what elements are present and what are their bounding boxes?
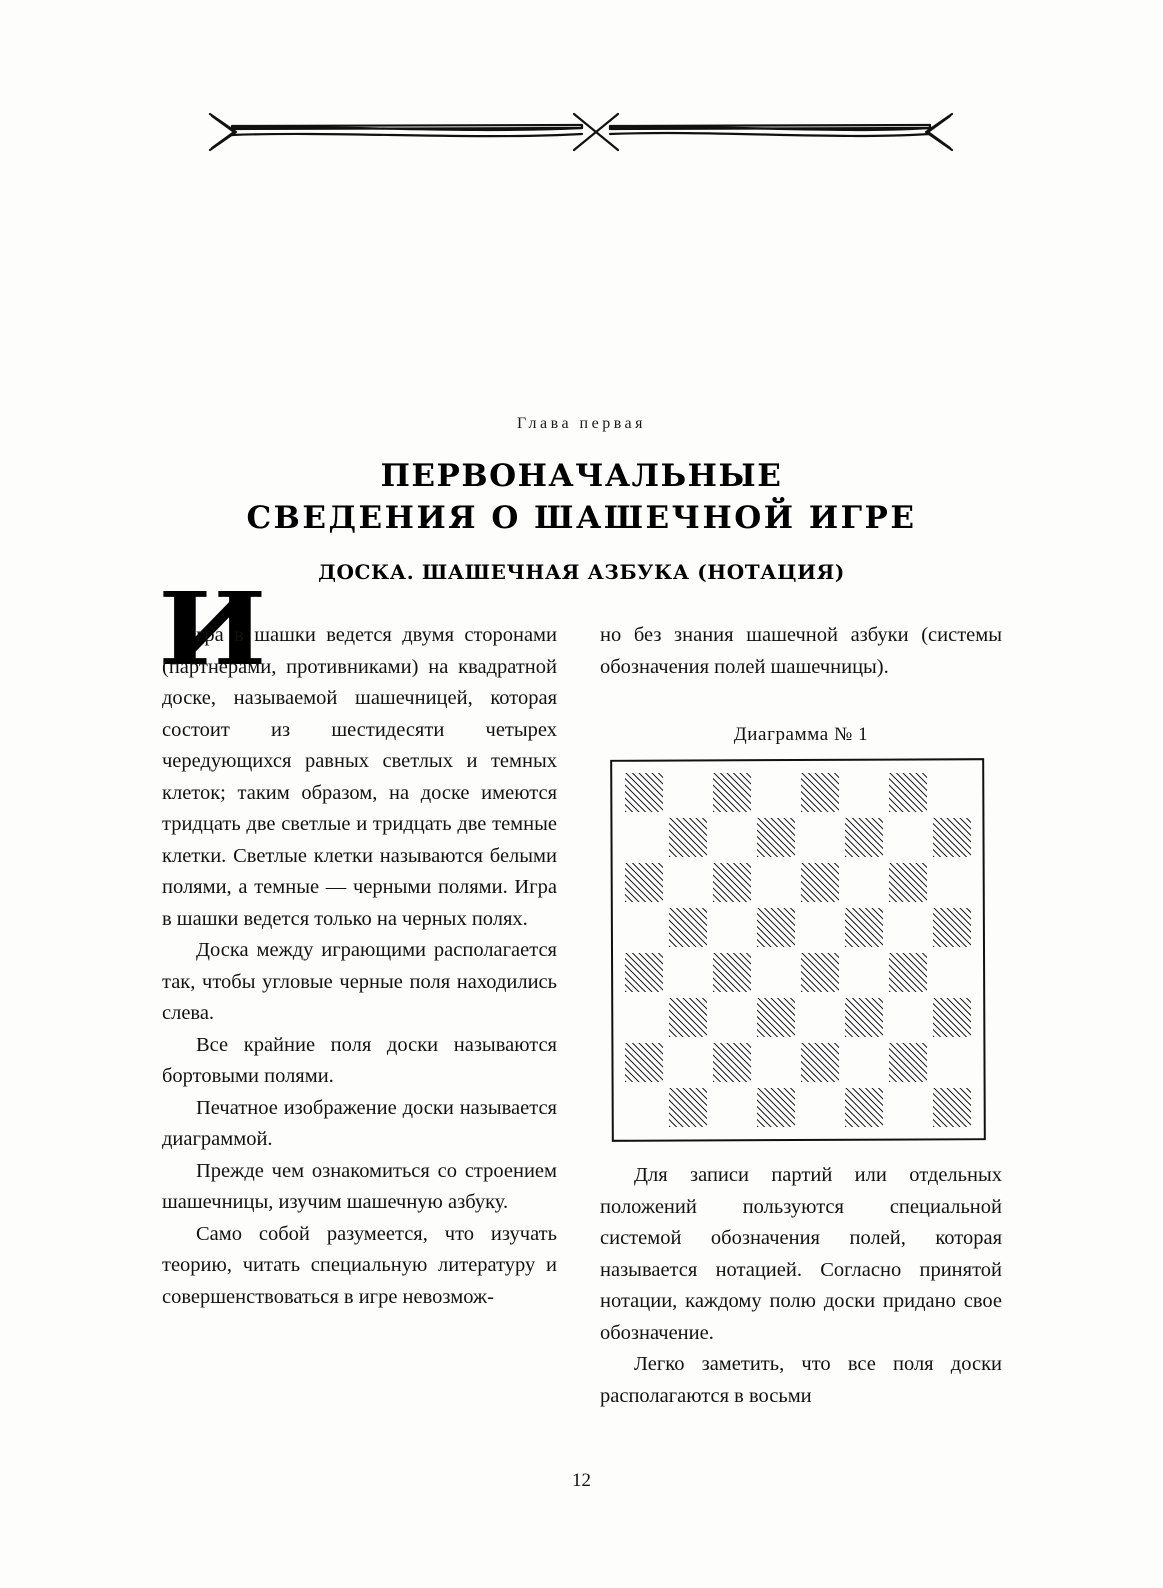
board-square-light <box>622 815 666 860</box>
board-square-dark <box>754 905 798 950</box>
board-square-dark <box>798 860 842 905</box>
board-square-dark <box>666 815 710 860</box>
board-square-light <box>754 860 798 905</box>
board-square-dark <box>710 860 754 905</box>
board-square-dark <box>842 905 886 950</box>
checkerboard-diagram <box>611 759 985 1141</box>
board-square-light <box>622 1085 666 1130</box>
board-square-dark <box>622 860 666 905</box>
board-square-light <box>754 950 798 995</box>
diagram-caption: Диаграмма № 1 <box>733 724 869 745</box>
board-square-light <box>798 815 842 860</box>
board-square-dark <box>930 1085 974 1130</box>
paragraph: гра в шашки ведется двумя сторонами (партнерами, противниками) на квадратной доске, называемой шашечницей, которая состоит из шестидесяти четырех чередующихся равных светлых и темных клеток; таким образом, на доске имеются тридцать две светлые и тридцать две темные клетки. Светлые клетки называются белыми полями, а темные — черными полями. Игра в шашки ведется только на черных полях. <box>162 624 557 930</box>
board-square-dark <box>886 950 930 995</box>
board-square-light <box>886 995 930 1040</box>
page-title-line-2: СВЕДЕНИЯ О ШАШЕЧНОЙ ИГРЕ <box>246 500 917 536</box>
board-square-light <box>622 995 666 1040</box>
board-square-light <box>842 1040 886 1085</box>
board-square-light <box>798 905 842 950</box>
paragraph: Для записи партий или отдельных положений пользуются специальной системой обозначения полей, которая называется нотацией. Согласно принятой нотации, каждому полю доски придано свое обозначение. <box>600 1164 1002 1344</box>
section-title: ДОСКА. ШАШЕЧНАЯ АЗБУКА (НОТАЦИЯ) <box>318 560 845 584</box>
board-square-dark <box>754 995 798 1040</box>
board-square-light <box>666 950 710 995</box>
board-square-light <box>666 860 710 905</box>
board-square-light <box>842 950 886 995</box>
board-square-dark <box>622 950 666 995</box>
board-square-dark <box>754 815 798 860</box>
board-square-dark <box>666 1085 710 1130</box>
board-square-dark <box>842 1085 886 1130</box>
chapter-label: Глава первая <box>516 415 647 432</box>
board-square-dark <box>666 905 710 950</box>
board-square-light <box>754 1040 798 1085</box>
board-square-light <box>622 905 666 950</box>
paragraph: Доска между играющими располагается так, чтобы угловые черные поля находились слева. <box>162 939 557 1024</box>
board-square-dark <box>754 1085 798 1130</box>
right-text-column-bottom <box>600 1160 1002 1412</box>
board-square-light <box>754 770 798 815</box>
paragraph: Прежде чем ознакомиться со строением шашечницы, изучим шашечную азбуку. <box>162 1159 557 1213</box>
paragraph: Само собой разумеется, что изучать теорию, читать специальную литературу и совершенствоваться в игре невозмож- <box>162 1222 557 1308</box>
board-square-dark <box>798 950 842 995</box>
board-square-dark <box>798 770 842 815</box>
board-square-light <box>710 1085 754 1130</box>
drop-cap: И <box>158 570 267 688</box>
board-square-dark <box>886 860 930 905</box>
board-square-dark <box>710 770 754 815</box>
checkerboard-grid <box>622 770 974 1130</box>
board-square-dark <box>930 905 974 950</box>
board-square-light <box>886 1085 930 1130</box>
page-title <box>0 455 1163 539</box>
paragraph: Все крайние поля доски называются бортовыми полями. <box>162 1033 557 1087</box>
board-square-light <box>930 950 974 995</box>
board-square-dark <box>930 995 974 1040</box>
board-square-dark <box>930 815 974 860</box>
board-square-light <box>710 995 754 1040</box>
board-square-light <box>842 770 886 815</box>
page-number: 12 <box>572 1470 591 1491</box>
board-square-dark <box>710 950 754 995</box>
board-square-dark <box>886 1040 930 1085</box>
right-text-column-top <box>600 620 1002 683</box>
board-square-light <box>666 1040 710 1085</box>
paragraph: Печатное изображение доски называется диаграммой. <box>162 1096 557 1150</box>
decorative-rule-ornament <box>196 104 966 160</box>
board-square-light <box>842 860 886 905</box>
board-square-dark <box>622 1040 666 1085</box>
board-square-light <box>710 815 754 860</box>
paragraph: Легко заметить, что все поля доски располагаются в восьми <box>600 1353 1002 1407</box>
board-square-dark <box>798 1040 842 1085</box>
paragraph: но без знания шашечной азбуки (системы обозначения полей шашечницы). <box>600 624 1002 678</box>
page-title-line-1: ПЕРВОНАЧАЛЬНЫЕ <box>380 458 783 494</box>
board-square-light <box>710 905 754 950</box>
board-square-dark <box>842 815 886 860</box>
left-text-column <box>162 620 557 1313</box>
board-square-light <box>930 770 974 815</box>
board-square-dark <box>710 1040 754 1085</box>
board-square-light <box>798 995 842 1040</box>
board-square-light <box>798 1085 842 1130</box>
board-square-light <box>666 770 710 815</box>
board-square-light <box>886 815 930 860</box>
board-square-dark <box>842 995 886 1040</box>
board-square-light <box>930 1040 974 1085</box>
board-square-light <box>886 905 930 950</box>
board-square-light <box>930 860 974 905</box>
board-square-dark <box>666 995 710 1040</box>
board-square-dark <box>622 770 666 815</box>
board-square-dark <box>886 770 930 815</box>
